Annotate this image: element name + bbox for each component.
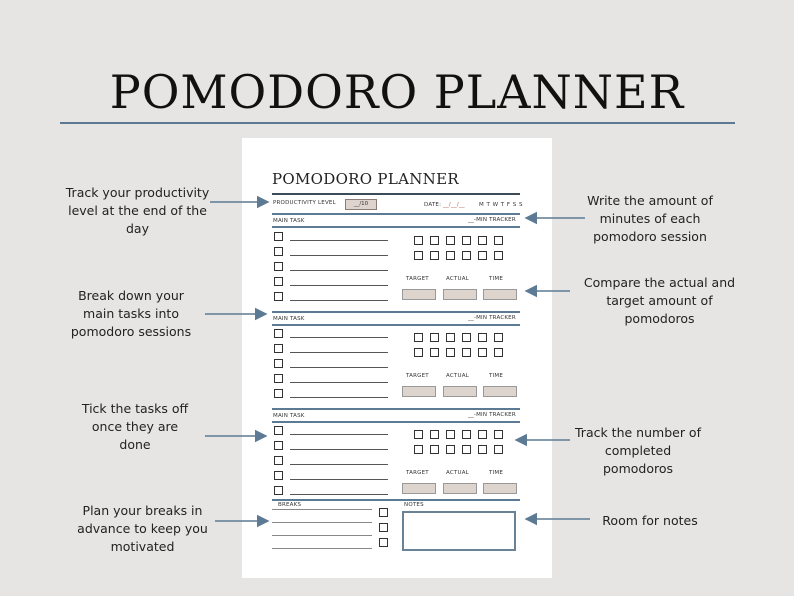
date-label: DATE: xyxy=(424,202,442,208)
page-title: POMODORO PLANNER xyxy=(109,65,685,119)
productivity-value: __/10 xyxy=(353,201,369,207)
time-label: TIME xyxy=(489,276,504,282)
tracker-label: __-MIN TRACKER xyxy=(468,412,516,418)
tracker-label: __-MIN TRACKER xyxy=(468,217,516,223)
main-task-label: MAIN TASK xyxy=(273,218,305,224)
actual-label: ACTUAL xyxy=(446,276,469,282)
callout-notes: Room for notes xyxy=(602,513,698,528)
notes-label: NOTES xyxy=(404,502,424,508)
main-task-label: MAIN TASK xyxy=(273,413,305,419)
callout-break-down: Break down your main tasks into pomodoro sessions xyxy=(70,288,192,339)
callout-plan-breaks: Plan your breaks in advance to keep you motivated xyxy=(77,503,208,554)
date-value[interactable]: __/__/__ xyxy=(443,202,465,208)
callout-tick-tasks: Tick the tasks off once they are done xyxy=(81,401,189,452)
time-label: TIME xyxy=(489,470,504,476)
callout-track-completed: Track the number of completed pomodoros xyxy=(575,425,701,476)
callout-productivity: Track your productivity level at the end of the day xyxy=(65,185,210,236)
target-label: TARGET xyxy=(406,373,429,379)
callout-compare: Compare the actual and target amount of pomodoros xyxy=(583,275,736,326)
weekdays: M T W T F S S xyxy=(479,202,524,208)
actual-label: ACTUAL xyxy=(446,470,469,476)
productivity-label: PRODUCTIVITY LEVEL xyxy=(273,200,336,206)
tracker-label: __-MIN TRACKER xyxy=(468,315,516,321)
time-label: TIME xyxy=(489,373,504,379)
target-label: TARGET xyxy=(406,470,429,476)
actual-label: ACTUAL xyxy=(446,373,469,379)
main-task-label: MAIN TASK xyxy=(273,316,305,322)
sheet-title: POMODORO PLANNER xyxy=(272,170,459,188)
breaks-label: BREAKS xyxy=(278,502,302,508)
callout-minutes: Write the amount of minutes of each pomodoro session xyxy=(587,193,713,244)
target-label: TARGET xyxy=(406,276,429,282)
